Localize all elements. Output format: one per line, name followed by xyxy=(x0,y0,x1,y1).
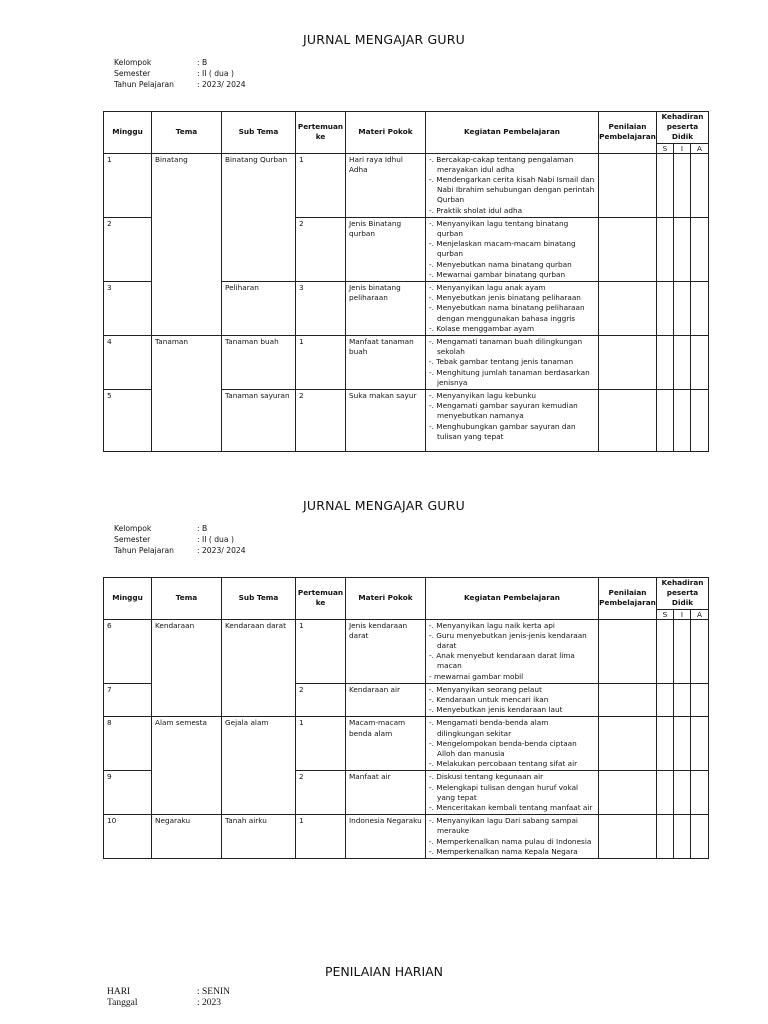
cell-penilaian xyxy=(599,390,657,452)
header-kegiatan: Kegiatan Pembelajaran xyxy=(426,112,599,154)
cell-i xyxy=(674,390,691,452)
journal2-table xyxy=(103,577,709,859)
header-subtema: Sub Tema xyxy=(222,578,296,620)
kegiatan-item: -. Mewarnai gambar binatang qurban xyxy=(429,270,595,280)
kegiatan-item: -. Anak menyebut kendaraan darat lima macan xyxy=(429,651,595,671)
meta-value: : B xyxy=(197,524,208,533)
kegiatan-item: -. Menyebutkan jenis binatang peliharaan xyxy=(429,293,595,303)
cell-materi: Suka makan sayur xyxy=(346,390,426,452)
kegiatan-item: -. Melakukan percobaan tentang sifat air xyxy=(429,759,595,769)
cell-penilaian xyxy=(599,153,657,217)
meta-label: Tanggal xyxy=(107,998,138,1008)
cell-tema xyxy=(152,390,222,452)
header-penilaian: Penilaian Pembelajaran xyxy=(599,578,657,620)
journal2-meta xyxy=(114,523,246,556)
cell-materi: Kendaraan air xyxy=(346,683,426,717)
cell-subtema: Gejala alam xyxy=(222,717,296,771)
meta-row-semester xyxy=(114,534,246,545)
table-row xyxy=(104,390,709,452)
cell-minggu: 7 xyxy=(104,683,152,717)
cell-subtema: Tanaman sayuran xyxy=(222,390,296,452)
journal1-meta xyxy=(114,57,246,90)
table-row xyxy=(104,683,709,717)
meta-value: : II ( dua ) xyxy=(197,69,234,78)
kegiatan-item: -. Menyanyikan lagu naik kerta api xyxy=(429,621,595,631)
cell-i xyxy=(674,282,691,336)
cell-a xyxy=(691,336,709,390)
cell-materi: Manfaat air xyxy=(346,771,426,815)
cell-a xyxy=(691,683,709,717)
table-row xyxy=(104,815,709,859)
cell-i xyxy=(674,153,691,217)
table-row xyxy=(104,619,709,683)
cell-kegiatan xyxy=(426,336,599,390)
meta-row-hari xyxy=(107,987,230,998)
kegiatan-item: -. Menyanyikan lagu anak ayam xyxy=(429,283,595,293)
header-s: S xyxy=(657,609,674,619)
cell-i xyxy=(674,771,691,815)
table-row xyxy=(104,217,709,281)
cell-minggu: 5 xyxy=(104,390,152,452)
kegiatan-item: -. Guru menyebutkan jenis-jenis kendaraan darat xyxy=(429,631,595,651)
meta-label: Tahun Pelajaran xyxy=(114,546,174,555)
journal1-table xyxy=(103,111,709,452)
cell-a xyxy=(691,282,709,336)
cell-a xyxy=(691,771,709,815)
cell-penilaian xyxy=(599,217,657,281)
meta-label: Semester xyxy=(114,535,151,544)
cell-s xyxy=(657,771,674,815)
kegiatan-item: -. Menyanyikan lagu Dari sabang sampai merauke xyxy=(429,816,595,836)
header-kehadiran: Kehadiran peserta Didik xyxy=(657,578,709,610)
cell-minggu: 3 xyxy=(104,282,152,336)
cell-penilaian xyxy=(599,683,657,717)
cell-i xyxy=(674,217,691,281)
cell-a xyxy=(691,717,709,771)
kegiatan-item: -. Menghubungkan gambar sayuran dan tulisan yang tepat xyxy=(429,422,595,442)
header-minggu: Minggu xyxy=(104,578,152,620)
cell-kegiatan xyxy=(426,815,599,859)
cell-s xyxy=(657,336,674,390)
cell-subtema: Kendaraan darat xyxy=(222,619,296,683)
header-materi: Materi Pokok xyxy=(346,112,426,154)
cell-kegiatan xyxy=(426,619,599,683)
meta-row-kelompok xyxy=(114,57,246,68)
cell-s xyxy=(657,619,674,683)
cell-tema: Tanaman xyxy=(152,336,222,390)
kegiatan-item: -. Menceritakan kembali tentang manfaat air xyxy=(429,803,595,813)
meta-label: Kelompok xyxy=(114,524,152,533)
meta-value: : 2023/ 2024 xyxy=(197,546,246,555)
kegiatan-item: -. Praktik sholat idul adha xyxy=(429,206,595,216)
table-row xyxy=(104,771,709,815)
cell-tema: Alam semesta xyxy=(152,717,222,771)
kegiatan-item: -. Menyanyikan lagu kebunku xyxy=(429,391,595,401)
header-pertemuan: Pertemuan ke xyxy=(296,578,346,620)
cell-subtema: Tanah airku xyxy=(222,815,296,859)
cell-minggu: 6 xyxy=(104,619,152,683)
cell-minggu: 4 xyxy=(104,336,152,390)
header-i: I xyxy=(674,143,691,153)
table-row xyxy=(104,717,709,771)
cell-tema: Binatang xyxy=(152,153,222,217)
kegiatan-item: -. Melengkapi tulisan dengan huruf vokal yang tepat xyxy=(429,783,595,803)
header-subtema: Sub Tema xyxy=(222,112,296,154)
cell-a xyxy=(691,815,709,859)
kegiatan-item: -. Mendengarkan cerita kisah Nabi Ismail dan Nabi Ibrahim sehubungan dengan perintah Qurban xyxy=(429,175,595,206)
kegiatan-item: -. Bercakap-cakap tentang pengalaman merayakan idul adha xyxy=(429,155,595,175)
cell-tema xyxy=(152,771,222,815)
meta-row-tahun xyxy=(114,79,246,90)
meta-value: : SENIN xyxy=(197,987,230,997)
cell-materi: Manfaat tanaman buah xyxy=(346,336,426,390)
header-penilaian: Penilaian Pembelajaran xyxy=(599,112,657,154)
meta-row-tahun xyxy=(114,545,246,556)
cell-s xyxy=(657,153,674,217)
cell-tema xyxy=(152,282,222,336)
kegiatan-item: -. Diskusi tentang kegunaan air xyxy=(429,772,595,782)
penilaian-title: PENILAIAN HARIAN xyxy=(324,964,444,979)
kegiatan-item: - mewarnai gambar mobil xyxy=(429,672,595,682)
kegiatan-item: -. Kolase menggambar ayam xyxy=(429,324,595,334)
meta-label: Kelompok xyxy=(114,58,152,67)
cell-penilaian xyxy=(599,815,657,859)
header-tema: Tema xyxy=(152,112,222,154)
cell-penilaian xyxy=(599,619,657,683)
cell-kegiatan xyxy=(426,282,599,336)
cell-penilaian xyxy=(599,282,657,336)
cell-subtema: Tanaman buah xyxy=(222,336,296,390)
table-row xyxy=(104,153,709,217)
cell-pertemuan: 2 xyxy=(296,683,346,717)
cell-s xyxy=(657,717,674,771)
cell-subtema xyxy=(222,771,296,815)
kegiatan-item: -. Tebak gambar tentang jenis tanaman xyxy=(429,357,595,367)
header-pertemuan: Pertemuan ke xyxy=(296,112,346,154)
cell-s xyxy=(657,815,674,859)
cell-s xyxy=(657,390,674,452)
cell-tema xyxy=(152,217,222,281)
header-materi: Materi Pokok xyxy=(346,578,426,620)
cell-pertemuan: 2 xyxy=(296,390,346,452)
header-s: S xyxy=(657,143,674,153)
cell-i xyxy=(674,336,691,390)
cell-kegiatan xyxy=(426,717,599,771)
kegiatan-item: -. Menyebutkan jenis kendaraan laut xyxy=(429,705,595,715)
kegiatan-item: -. Menyanyikan lagu tentang binatang qurban xyxy=(429,219,595,239)
cell-kegiatan xyxy=(426,153,599,217)
meta-row-tanggal xyxy=(107,998,230,1009)
cell-i xyxy=(674,683,691,717)
cell-materi: Hari raya Idhul Adha xyxy=(346,153,426,217)
kegiatan-item: -. Mengamati gambar sayuran kemudian menyebutkan namanya xyxy=(429,401,595,421)
table-row xyxy=(104,336,709,390)
kegiatan-item: -. Mengamati benda-benda alam dilingkungan sekitar xyxy=(429,718,595,738)
journal1-title: JURNAL MENGAJAR GURU xyxy=(303,32,465,47)
kegiatan-item: -. Mengamati tanaman buah dilingkungan sekolah xyxy=(429,337,595,357)
meta-label: Semester xyxy=(114,69,151,78)
cell-minggu: 9 xyxy=(104,771,152,815)
meta-value: : 2023/ 2024 xyxy=(197,80,246,89)
cell-minggu: 2 xyxy=(104,217,152,281)
meta-row-kelompok xyxy=(114,523,246,534)
meta-row-semester xyxy=(114,68,246,79)
kegiatan-item: -. Memperkenalkan nama Kepala Negara xyxy=(429,847,595,857)
cell-materi: Macam-macam benda alam xyxy=(346,717,426,771)
meta-value: : II ( dua ) xyxy=(197,535,234,544)
cell-kegiatan xyxy=(426,771,599,815)
kegiatan-item: -. Menyanyikan seorang pelaut xyxy=(429,685,595,695)
journal2-title: JURNAL MENGAJAR GURU xyxy=(303,498,465,513)
cell-pertemuan: 1 xyxy=(296,717,346,771)
cell-tema: Negaraku xyxy=(152,815,222,859)
kegiatan-item: -. Mengelompokan benda-benda ciptaan Alloh dan manusia xyxy=(429,739,595,759)
kegiatan-item: -. Menyebutkan nama binatang peliharaan dengan menggunakan bahasa inggris xyxy=(429,303,595,323)
cell-pertemuan: 1 xyxy=(296,619,346,683)
cell-materi: Jenis kendaraan darat xyxy=(346,619,426,683)
cell-a xyxy=(691,153,709,217)
cell-minggu: 8 xyxy=(104,717,152,771)
meta-label: HARI xyxy=(107,987,131,997)
header-kegiatan: Kegiatan Pembelajaran xyxy=(426,578,599,620)
cell-minggu: 10 xyxy=(104,815,152,859)
cell-subtema xyxy=(222,683,296,717)
cell-pertemuan: 2 xyxy=(296,771,346,815)
cell-i xyxy=(674,619,691,683)
header-minggu: Minggu xyxy=(104,112,152,154)
meta-label: Tahun Pelajaran xyxy=(114,80,174,89)
cell-materi: Jenis Binatang qurban xyxy=(346,217,426,281)
cell-tema: Kendaraan xyxy=(152,619,222,683)
cell-a xyxy=(691,390,709,452)
meta-value: : B xyxy=(197,58,208,67)
kegiatan-item: -. Menjelaskan macam-macam binatang qurban xyxy=(429,239,595,259)
header-a: A xyxy=(691,609,709,619)
table-row xyxy=(104,282,709,336)
cell-i xyxy=(674,815,691,859)
cell-pertemuan: 1 xyxy=(296,336,346,390)
cell-pertemuan: 1 xyxy=(296,153,346,217)
meta-value: : 2023 xyxy=(197,998,222,1008)
cell-pertemuan: 2 xyxy=(296,217,346,281)
header-a: A xyxy=(691,143,709,153)
header-tema: Tema xyxy=(152,578,222,620)
cell-kegiatan xyxy=(426,217,599,281)
cell-subtema: Binatang Qurban xyxy=(222,153,296,217)
cell-s xyxy=(657,282,674,336)
cell-penilaian xyxy=(599,336,657,390)
cell-s xyxy=(657,217,674,281)
cell-s xyxy=(657,683,674,717)
cell-materi: Jenis binatang peliharaan xyxy=(346,282,426,336)
cell-kegiatan xyxy=(426,683,599,717)
cell-subtema: Peliharan xyxy=(222,282,296,336)
kegiatan-item: -. Menyebutkan nama binatang qurban xyxy=(429,260,595,270)
cell-i xyxy=(674,717,691,771)
cell-pertemuan: 3 xyxy=(296,282,346,336)
cell-tema xyxy=(152,683,222,717)
cell-minggu: 1 xyxy=(104,153,152,217)
cell-penilaian xyxy=(599,717,657,771)
penilaian-meta xyxy=(107,987,230,1009)
header-kehadiran: Kehadiran peserta Didik xyxy=(657,112,709,144)
cell-pertemuan: 1 xyxy=(296,815,346,859)
kegiatan-item: -. Memperkenalkan nama pulau di Indonesia xyxy=(429,837,595,847)
cell-kegiatan xyxy=(426,390,599,452)
cell-materi: Indonesia Negaraku xyxy=(346,815,426,859)
header-i: I xyxy=(674,609,691,619)
cell-a xyxy=(691,619,709,683)
kegiatan-item: -. Menghitung jumlah tanaman berdasarkan jenisnya xyxy=(429,368,595,388)
cell-a xyxy=(691,217,709,281)
cell-subtema xyxy=(222,217,296,281)
cell-penilaian xyxy=(599,771,657,815)
kegiatan-item: -. Kendaraan untuk mencari ikan xyxy=(429,695,595,705)
